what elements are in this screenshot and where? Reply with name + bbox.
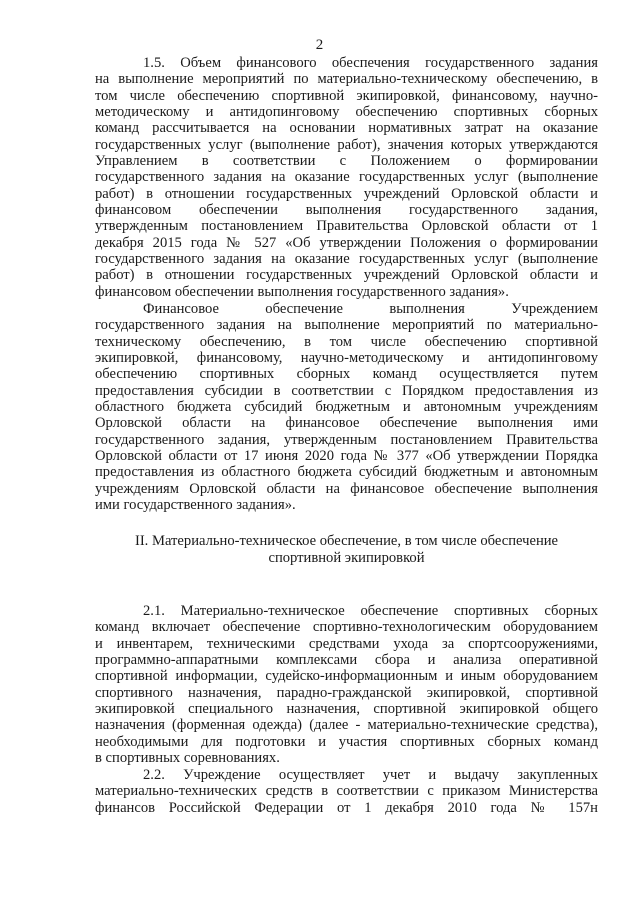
heading-line: II. Материально-техническое обеспечение, в том числе обеспечение (134, 533, 559, 549)
text-line: государственного задания на оказание государственных услуг (выполнение (95, 169, 598, 186)
text-line: программно-аппаратными комплексами сбора и анализа оперативной (95, 652, 598, 669)
text-line: декабря 2015 года № 527 «Об утверждении Положения о формировании (95, 234, 598, 251)
text-line: финансов Российской Федерации от 1 декабря 2010 года № 157н (95, 799, 598, 816)
text-line: в спортивных соревнованиях. (95, 750, 280, 767)
heading-line: спортивной экипировкой (268, 549, 425, 566)
paragraph-2-1 (95, 603, 598, 766)
text-line: назначения (форменная одежда) (далее - материально-технические средства), (95, 717, 598, 734)
text-line: 1.5. Объем финансового обеспечения государственного задания (143, 55, 598, 71)
page-number: 2 (315, 37, 324, 53)
text-line: работ) в отношении государственных учреждений Орловской области и (95, 185, 598, 202)
text-line: государственного задания, утвержденным постановлением Правительства (95, 431, 598, 448)
text-line: утвержденным постановлением Правительства Орловской области от 1 (95, 218, 598, 235)
text-line: спортивной информации, судейско-информационным и иным оборудованием (95, 668, 598, 685)
text-line: предоставления субсидии в соответствии с Порядком предоставления из (95, 382, 598, 399)
text-line: областного бюджета субсидий бюджетным и автономным учреждениям (95, 399, 598, 416)
text-line: необходимыми для подготовки и участия спортивных сборных команд (95, 733, 598, 750)
text-line: техническому обеспечению, в том числе обеспечению спортивной (95, 333, 598, 350)
text-line: работ) в отношении государственных учреждений Орловской области и (95, 267, 598, 284)
text-line: финансовом обеспечении выполнения государственного задания». (95, 283, 509, 300)
text-line: методическому и антидопинговому обеспечению спортивных сборных (95, 104, 598, 121)
text-line: спортивного назначения, парадно-гражданской экипировкой, спортивной (95, 684, 598, 701)
text-line: экипировкой, финансовому, научно-методическому и антидопинговому (95, 350, 598, 367)
text-line: Орловской области от 17 июня 2020 года № 377 «Об утверждении Порядка (95, 448, 598, 465)
paragraph-2-2 (95, 767, 598, 816)
text-line: обеспечению спортивных сборных команд осуществляется путем (95, 366, 598, 383)
text-line: государственных услуг (выполнение работ), значения которых утверждаются (95, 136, 598, 153)
text-line: команд включает обеспечение спортивно-технологическим оборудованием (95, 619, 598, 636)
paragraph-financing (95, 301, 598, 513)
text-line: Управлением в соответствии с Положением о формировании (95, 153, 598, 170)
text-line: учреждениям Орловской области на финансовое обеспечение выполнения (95, 480, 598, 497)
text-line: материально-технических средств в соответствии с приказом Министерства (95, 783, 598, 800)
text-line: государственного задания на оказание государственных услуг (выполнение (95, 251, 598, 268)
text-line: Финансовое обеспечение выполнения Учреждением (143, 301, 598, 317)
text-line: 2.1. Материально-техническое обеспечение спортивных сборных (143, 603, 598, 619)
text-line: предоставления из областного бюджета субсидий бюджетным и автономным (95, 464, 598, 481)
text-line: и инвентарем, техническими средствами ухода за спортсооружениями, (95, 635, 598, 652)
text-line: 2.2. Учреждение осуществляет учет и выдачу закупленных (143, 767, 598, 783)
text-line: государственного задания на выполнение мероприятий по материально- (95, 317, 598, 334)
section-2-heading (95, 533, 598, 566)
text-line: финансовом обеспечении выполнения государственного задания, (95, 202, 598, 219)
text-line: том числе обеспечению спортивной экипировкой, финансовому, научно- (95, 87, 598, 104)
text-line: команд рассчитывается на основании нормативных затрат на оказание (95, 120, 598, 137)
text-line: Орловской области на финансовое обеспечение выполнения ими (95, 415, 598, 432)
text-line: ими государственного задания». (95, 497, 296, 514)
text-line: экипировкой специального назначения, спортивной экипировкой общего (95, 701, 598, 718)
text-line: на выполнение мероприятий по материально-техническому обеспечению, в (95, 71, 598, 88)
paragraph-1-5 (95, 55, 598, 300)
